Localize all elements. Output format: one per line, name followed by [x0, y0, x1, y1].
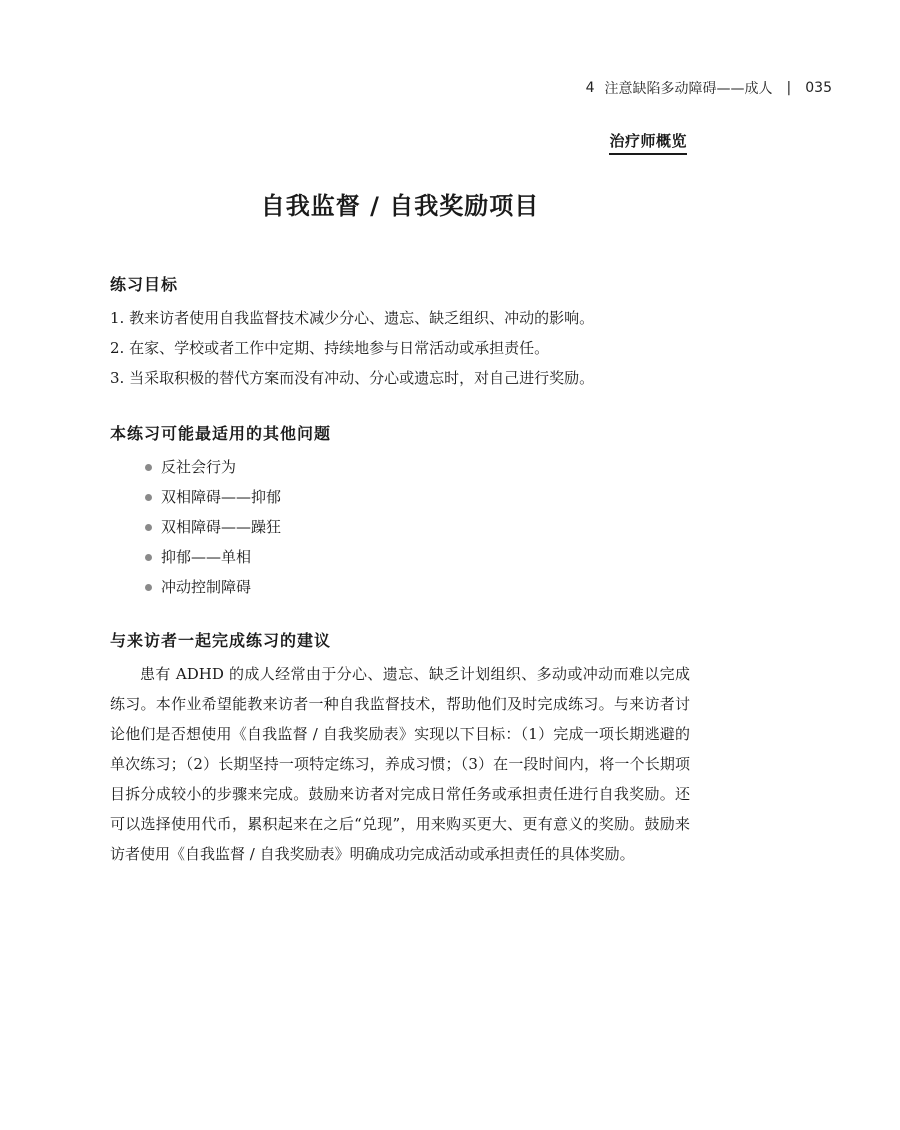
- list-item: [145, 542, 690, 572]
- list-item-text: 反社会行为: [161, 458, 237, 476]
- page-title: 自我监督 / 自我奖励项目: [260, 192, 540, 220]
- bullet-icon: [145, 524, 152, 531]
- list-item: [145, 482, 690, 512]
- other-problems-heading: 本练习可能最适用的其他问题: [110, 424, 332, 443]
- chapter-title: 注意缺陷多动障碍——成人: [604, 81, 773, 97]
- chapter-number: 4: [585, 80, 595, 96]
- list-item: [145, 572, 690, 602]
- list-item-text: 抑郁——单相: [161, 548, 252, 566]
- running-header: [586, 78, 832, 98]
- suggestions-paragraph: 患有 ADHD 的成人经常由于分心、遗忘、缺乏计划组织、多动或冲动而难以完成练习。本作业希望能教来访者一种自我监督技术，帮助他们及时完成练习。与来访者讨论他们是否想使用《自我监督 / 自我奖励表》实现以下目标：（1）完成一项长期逃避的单次练习；（2）长期坚持一项特定练习，养成习惯；（3）在一段时间内，将一个长期项目拆分成较小的步骤来完成。鼓励来访者对完成日常任务或承担责任进行自我奖励。还可以选择使用代币，累积起来在之后“兑现”，用来购买更大、更有意义的奖励。鼓励来访者使用《自我监督 / 自我奖励表》明确成功完成活动或承担责任的具体奖励。: [110, 665, 690, 863]
- bullet-icon: [145, 554, 152, 561]
- section-tag: 治疗师概览: [609, 130, 687, 155]
- goals-heading: 练习目标: [110, 275, 179, 294]
- main-content: [110, 272, 690, 869]
- bullet-icon: [145, 464, 152, 471]
- list-item-text: 双相障碍——抑郁: [161, 488, 282, 506]
- bullet-icon: [145, 584, 152, 591]
- list-item: [145, 512, 690, 542]
- list-item-text: 冲动控制障碍: [161, 578, 252, 596]
- goal-item: 1. 教来访者使用自我监督技术减少分心、遗忘、缺乏组织、冲动的影响。: [110, 309, 595, 327]
- header-separator: |: [786, 80, 792, 96]
- page-number: 035: [805, 80, 832, 96]
- goals-list: [110, 303, 690, 393]
- list-item-text: 双相障碍——躁狂: [161, 518, 282, 536]
- goal-item: 2. 在家、学校或者工作中定期、持续地参与日常活动或承担责任。: [110, 339, 550, 357]
- goal-item: 3. 当采取积极的替代方案而没有冲动、分心或遗忘时，对自己进行奖励。: [110, 369, 595, 387]
- bullet-icon: [145, 494, 152, 501]
- suggestions-heading: 与来访者一起完成练习的建议: [110, 631, 332, 650]
- list-item: [145, 452, 690, 482]
- other-problems-list: [110, 452, 690, 602]
